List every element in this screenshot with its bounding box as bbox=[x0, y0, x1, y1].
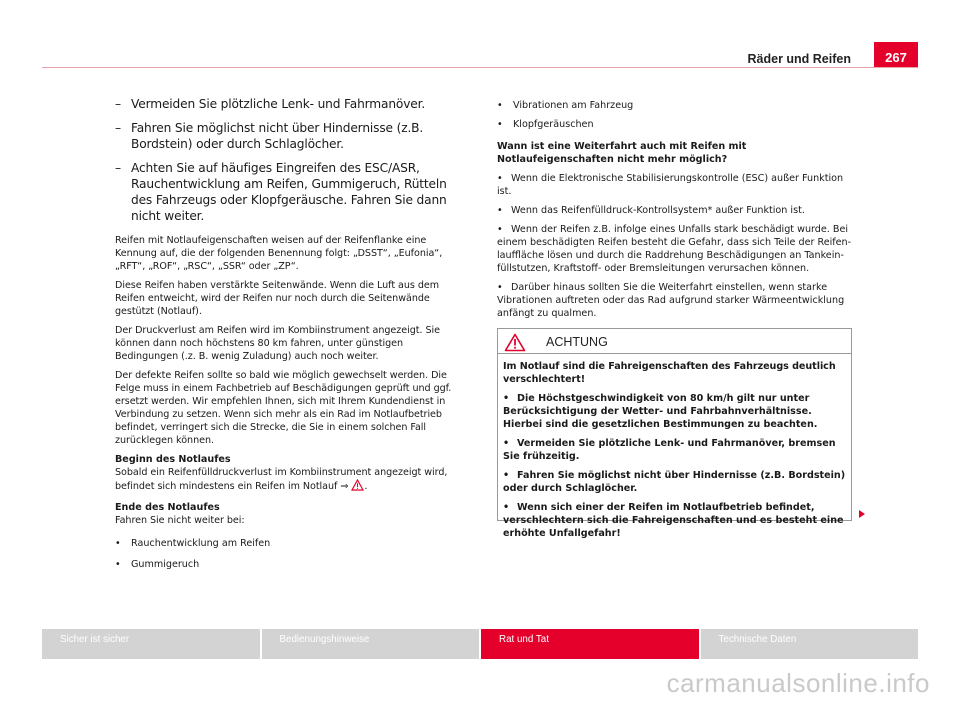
dash-item: – Achten Sie auf häufiges Eingreifen des ESC/ASR, Rauchentwicklung am Reifen, Gummigeruch, Rütteln des Fahrzeugs oder Klopfgeräusche. Fahren Sie dann nicht weiter. bbox=[115, 161, 447, 223]
tab-bedienungshinweise[interactable]: Bedienungshinweise bbox=[262, 629, 480, 659]
paragraph: Diese Reifen haben verstärkte Seitenwände. Wenn die Luft aus dem Reifen entweicht, wird der Reifen nur noch durch die Seitenwände gestützt (Notlauf). bbox=[115, 280, 440, 317]
dash-item: – Vermeiden Sie plötzliche Lenk- und Fahrmanöver. bbox=[115, 97, 426, 111]
header-divider bbox=[42, 67, 918, 68]
list-item: • Vibrationen am Fahrzeug bbox=[497, 100, 634, 111]
tab-rat-und-tat[interactable]: Rat und Tat bbox=[481, 629, 699, 659]
paragraph: Fahren Sie nicht weiter bei: bbox=[115, 515, 245, 526]
list-item: • Gummigeruch bbox=[115, 559, 200, 570]
warning-item: • Die Höchstgeschwindigkeit von 80 km/h gilt nur unter Berücksichtigung der Wetter- und Fahrbahnverhältnisse. Hierbei sind die gesetzlichen Bestimmungen zu beachten. bbox=[503, 393, 818, 430]
paragraph: Der defekte Reifen sollte so bald wie möglich gewechselt werden. Die Felge muss in einem Fachbetrieb auf Beschädigungen geprüft und ggf. ersetzt werden. Wir empfehlen Ihnen, sich mit Ihrem Kundendienst in Verbindung zu setzen. Wenn sich mehr als ein Rad im Notlaufbetrieb befindet, verringert sich die Strecke, die Sie in einem solchen Fall zurücklegen können. bbox=[115, 370, 452, 446]
list-item: • Wenn die Elektronische Stabilisierungskontrolle (ESC) außer Funktion ist. bbox=[497, 173, 844, 197]
warning-icon[interactable] bbox=[351, 479, 364, 495]
warning-box bbox=[497, 328, 852, 539]
paragraph: Sobald ein Reifenfülldruckverlust im Kombiinstrument angezeigt wird, befindet sich mindestens ein Reifen im Notlauf ⇒ . bbox=[115, 466, 465, 495]
left-column bbox=[115, 96, 465, 577]
warning-intro: Im Notlauf sind die Fahreigenschaften des Fahrzeugs deutlich verschlechtert! bbox=[503, 361, 836, 385]
tab-sicher-ist-sicher[interactable]: Sicher ist sicher bbox=[42, 629, 260, 659]
warning-item: • Fahren Sie möglichst nicht über Hindernisse (z.B. Bordstein) oder durch Schlaglöcher. bbox=[503, 470, 846, 494]
question-heading: Wann ist eine Weiterfahrt auch mit Reifen mit Notlaufeigenschaften nicht mehr möglich? bbox=[497, 141, 747, 165]
footer-nav bbox=[42, 629, 918, 659]
warning-box-header bbox=[498, 329, 851, 354]
continue-arrow-icon bbox=[859, 510, 865, 518]
section-heading: Ende des Notlaufes bbox=[115, 502, 220, 513]
page-number: 267 bbox=[874, 42, 918, 68]
warning-item: • Wenn sich einer der Reifen im Notlaufbetrieb befindet, verschlechtern sich die Fahreigenschaften und es besteht eine erhöhte Unfallgefahr! bbox=[503, 502, 844, 539]
list-item: • Wenn der Reifen z.B. infolge eines Unfalls stark beschädigt wurde. Bei einem beschädigten Reifen besteht die Gefahr, dass sich Teile der Reifenlauffläche lösen und durch die Raddrehung Beschädigungen an Tankeinfüllstutzen, Kraftstoff- oder Bremsleitungen verursachen können. bbox=[497, 224, 852, 274]
section-title: Räder und Reifen bbox=[747, 52, 851, 66]
section-heading: Beginn des Notlaufes bbox=[115, 454, 231, 465]
paragraph: Der Druckverlust am Reifen wird im Kombiinstrument angezeigt. Sie können dann noch höchstens 80 km fahren, unter günstigen Bedingungen (.z. B. wenig Zuladung) auch noch weiter. bbox=[115, 325, 440, 362]
warning-box-body bbox=[498, 354, 851, 540]
right-column bbox=[497, 99, 852, 326]
list-item: • Wenn das Reifenfülldruck-Kontrollsystem* außer Funktion ist. bbox=[497, 205, 805, 216]
dash-item: – Fahren Sie möglichst nicht über Hindernisse (z.B. Bordstein) oder durch Schlaglöcher. bbox=[115, 121, 424, 151]
warning-item: • Vermeiden Sie plötzliche Lenk- und Fahrmanöver, bremsen Sie frühzeitig. bbox=[503, 438, 836, 462]
tab-technische-daten[interactable]: Technische Daten bbox=[701, 629, 919, 659]
warning-title: ACHTUNG bbox=[546, 335, 608, 349]
list-item: • Klopfgeräuschen bbox=[497, 119, 594, 130]
paragraph: Reifen mit Notlaufeigenschaften weisen auf der Reifenflanke eine Kennung auf, die der folgenden Benennung folgt: „DSST“, „Eufonia“, „RFT“, „ROF“, „RSC“, „SSR“ oder „ZP“. bbox=[115, 235, 443, 272]
list-item: • Darüber hinaus sollten Sie die Weiterfahrt einstellen, wenn starke Vibrationen auftreten oder das Rad aufgrund starker Wärmeentwicklung anfängt zu qualmen. bbox=[497, 282, 845, 319]
watermark: carmanualsonline.info bbox=[666, 668, 930, 698]
warning-triangle-icon bbox=[504, 333, 526, 356]
list-item: • Rauchentwicklung am Reifen bbox=[115, 538, 271, 549]
